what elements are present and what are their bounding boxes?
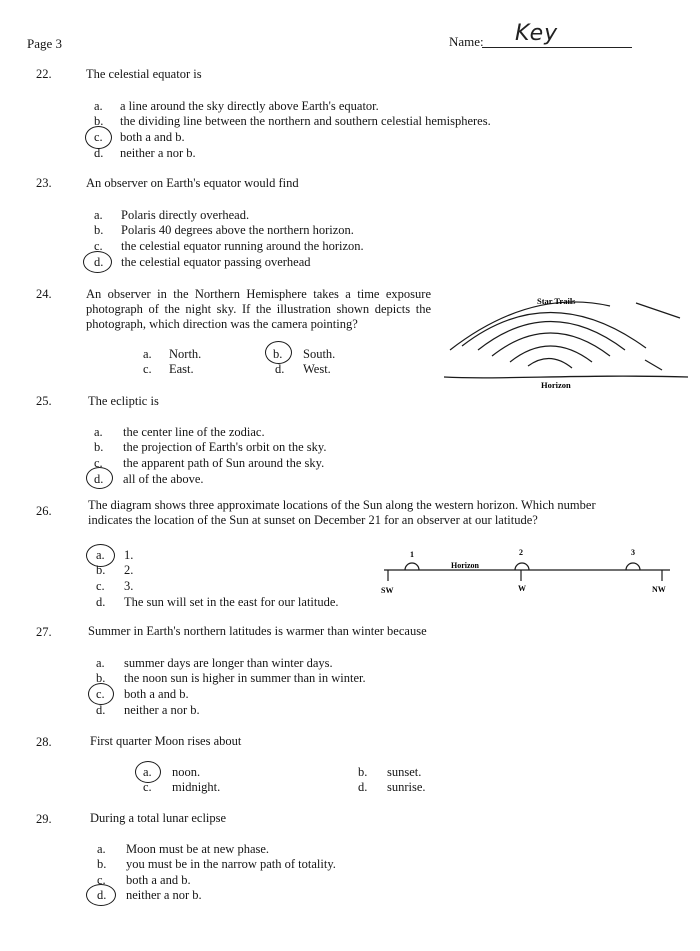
q29-b-text: you must be in the narrow path of totality. [126,857,336,871]
q23-c-text: the celestial equator running around the horizon. [121,239,364,253]
marker-3: 3 [631,548,635,557]
q25-c-letter: c. [94,456,103,470]
q25-d-letter: d. [94,472,104,486]
q29-c-text: both a and b. [126,873,191,887]
q24-b-letter: b. [273,347,283,361]
q24-number: 24. [36,287,52,301]
q27-d-letter: d. [96,703,106,717]
q22-stem: The celestial equator is [86,67,202,81]
q23-answer-circle [83,251,112,273]
name-value-handwritten: Key [515,21,559,46]
q28-number: 28. [36,735,52,749]
horizon-label: Horizon [541,380,571,390]
q25-b-letter: b. [94,440,104,454]
q27-b-text: the noon sun is higher in summer than in winter. [124,671,366,685]
q24-stem: An observer in the Northern Hemisphere takes a time exposure photograph of the night sky. If the illustration shown depicts the photograph, which direction was the camera pointing? [86,287,431,331]
q22-c-text: both a and b. [120,130,185,144]
q29-a-letter: a. [97,842,106,856]
direction-sw: SW [381,586,394,595]
name-underline [482,47,632,48]
q28-d-text: sunrise. [387,780,426,794]
marker-1: 1 [410,550,414,559]
q26-b-letter: b. [96,563,106,577]
q23-a-text: Polaris directly overhead. [121,208,250,222]
q26-c-text: 3. [124,579,134,593]
star-trails-label: Star Trails [537,296,576,306]
q26-number: 26. [36,504,52,518]
q26-stem: The diagram shows three approximate locations of the Sun along the western horizon. Which number indicates the location of the Sun at sunset on December 21 for an observer at our latitude? [88,498,596,527]
q27-c-letter: c. [96,687,105,701]
marker-2: 2 [519,548,523,557]
page-number: Page 3 [27,36,63,51]
sun-position-1 [405,563,419,570]
q23-a-letter: a. [94,208,103,222]
star-trail-arcs [450,302,680,370]
q26-a-letter: a. [96,548,105,562]
q29-number: 29. [36,812,52,826]
q26-c-letter: c. [96,579,105,593]
q23-d-text: the celestial equator passing overhead [121,255,311,269]
q27-a-letter: a. [96,656,105,670]
q27-d-text: neither a nor b. [124,703,200,717]
q25-a-text: the center line of the zodiac. [123,425,265,439]
q25-d-text: all of the above. [123,472,204,486]
q26-d-letter: d. [96,595,106,609]
q27-number: 27. [36,625,52,639]
q26-d-text: The sun will set in the east for our latitude. [124,595,339,609]
q28-a-letter: a. [143,765,152,779]
q27-b-letter: b. [96,671,106,685]
q22-d-letter: d. [94,146,104,160]
sun-position-2 [515,563,529,570]
horizon-line [444,376,688,378]
sun-positions [405,563,640,570]
q22-c-letter: c. [94,130,103,144]
q22-b-text: the dividing line between the northern and southern celestial hemispheres. [120,114,491,128]
direction-ticks [388,570,662,581]
q23-number: 23. [36,176,52,190]
direction-w: W [518,584,526,593]
q28-stem: First quarter Moon rises about [90,734,242,748]
q24-a-letter: a. [143,347,152,361]
q29-d-letter: d. [97,888,107,902]
q24-c-text: East. [169,362,194,376]
horizon-label: Horizon [451,561,479,570]
q22-a-letter: a. [94,99,103,113]
q24-c-letter: c. [143,362,152,376]
star-trails-figure [440,288,690,393]
q29-c-letter: c. [97,873,106,887]
q23-c-letter: c. [94,239,103,253]
q29-a-text: Moon must be at new phase. [126,842,270,856]
q22-b-letter: b. [94,114,104,128]
q25-a-letter: a. [94,425,103,439]
sun-position-3 [626,563,640,570]
q24-d-text: West. [303,362,331,376]
q26-b-text: 2. [124,563,134,577]
q25-c-text: the apparent path of Sun around the sky. [123,456,325,470]
q29-b-letter: b. [97,857,107,871]
q29-stem: During a total lunar eclipse [90,811,227,825]
q27-answer-circle [88,683,114,705]
q28-b-letter: b. [358,765,368,779]
q22-a-text: a line around the sky directly above Earth's equator. [120,99,379,113]
q25-stem: The ecliptic is [88,394,159,408]
q28-b-text: sunset. [387,765,422,779]
q29-d-text: neither a nor b. [126,888,202,902]
q23-b-letter: b. [94,223,104,237]
q24-answer-circle [265,341,292,364]
q27-a-text: summer days are longer than winter days. [124,656,333,670]
western-horizon-figure [378,543,678,598]
q24-b-text: South. [303,347,336,361]
q25-number: 25. [36,394,52,408]
direction-nw: NW [652,585,666,594]
q22-d-text: neither a nor b. [120,146,196,160]
q27-c-text: both a and b. [124,687,189,701]
q29-answer-circle [86,884,116,906]
q28-c-text: midnight. [172,780,221,794]
q25-answer-circle [86,467,113,489]
q22-number: 22. [36,67,52,81]
q24-d-letter: d. [275,362,285,376]
q24-a-text: North. [169,347,202,361]
q23-b-text: Polaris 40 degrees above the northern horizon. [121,223,354,237]
q25-b-text: the projection of Earth's orbit on the sky. [123,440,327,454]
q28-c-letter: c. [143,780,152,794]
q23-stem: An observer on Earth's equator would find [86,176,299,190]
q28-d-letter: d. [358,780,368,794]
name-label: Name: [449,34,484,49]
q28-a-text: noon. [172,765,201,779]
q26-a-text: 1. [124,548,134,562]
q27-stem: Summer in Earth's northern latitudes is warmer than winter because [88,624,427,638]
q23-d-letter: d. [94,255,104,269]
